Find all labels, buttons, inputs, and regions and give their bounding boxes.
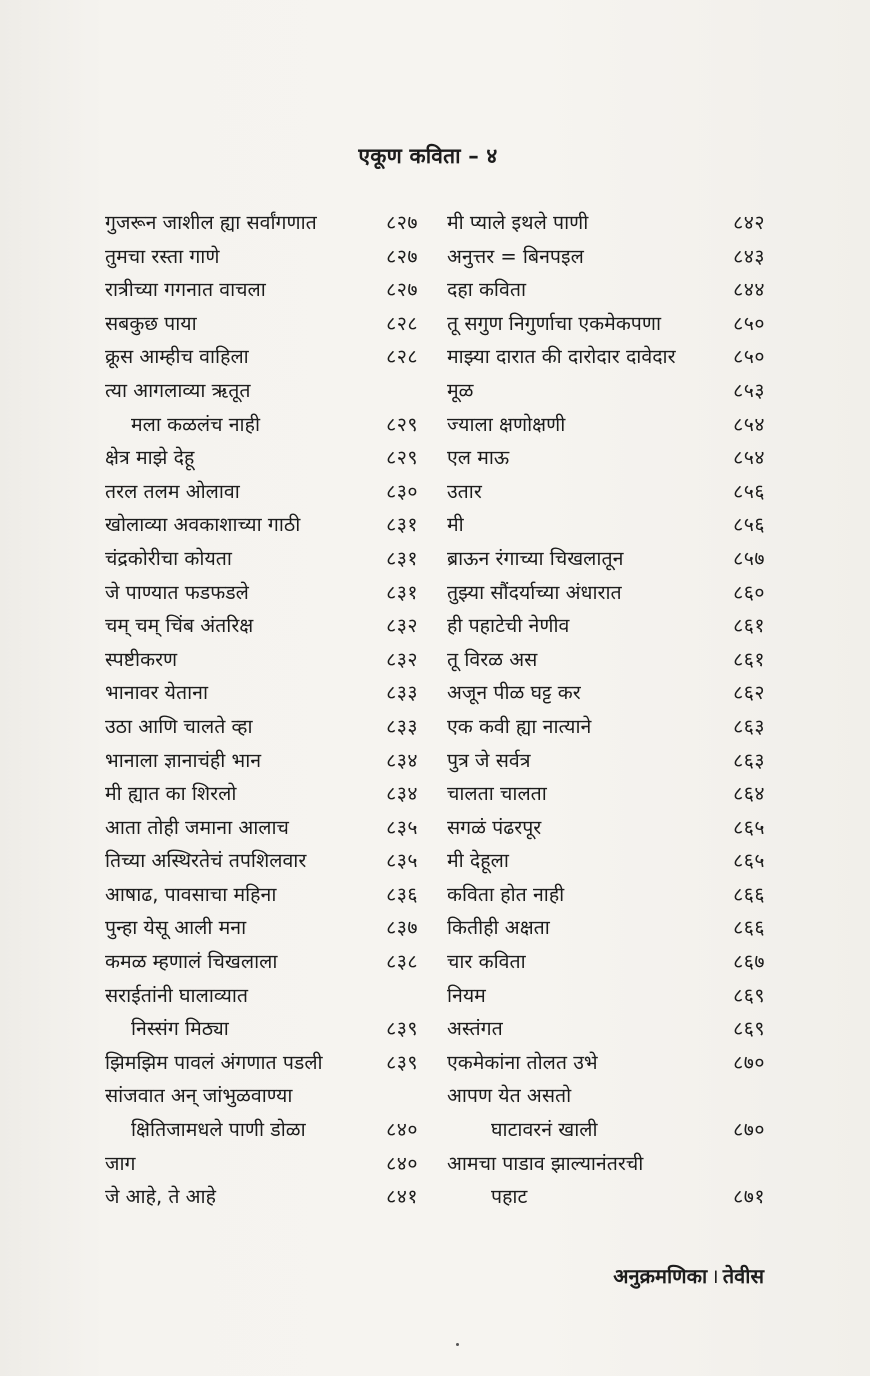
toc-entry-page-number: ८३७ <box>386 916 418 940</box>
toc-entry <box>105 307 418 341</box>
toc-entry-page-number: ८२९ <box>386 412 418 436</box>
toc-entry <box>105 441 418 475</box>
toc-entry-page-number: ८२८ <box>386 345 418 369</box>
toc-entry-page-number: ८३३ <box>386 714 418 738</box>
toc-entry-page-number: ८६७ <box>733 950 765 974</box>
toc-entry <box>447 609 765 643</box>
toc-entry <box>447 508 765 542</box>
toc-entry-title: गुजरून जाशील ह्या सर्वांगणात <box>105 211 317 234</box>
toc-entry <box>105 676 418 710</box>
toc-entry-title: जे पाण्यात फडफडले <box>105 580 249 604</box>
toc-entry-title: एकमेकांना तोलत उभे <box>447 1050 598 1074</box>
toc-entry-title: ही पहाटेची नेणीव <box>447 614 570 638</box>
toc-entry <box>447 475 765 509</box>
toc-entry-title: ज्याला क्षणोक्षणी <box>447 412 566 436</box>
toc-entry <box>105 542 418 576</box>
toc-entry <box>105 979 418 1013</box>
toc-entry <box>447 408 765 442</box>
toc-entry <box>447 441 765 475</box>
toc-entry <box>105 374 418 408</box>
toc-entry <box>105 710 418 744</box>
toc-entry-title: चालता चालता <box>447 782 547 806</box>
toc-entry-page-number: ८३१ <box>386 546 418 570</box>
toc-entry-title: स्पष्टीकरण <box>105 647 178 671</box>
toc-entry-title: माझ्या दारात की दारोदार दावेदार <box>447 345 676 369</box>
toc-entry-page-number: ८५६ <box>733 513 765 537</box>
toc-left-column <box>105 206 418 1214</box>
toc-entry-page-number: ८३९ <box>386 1050 418 1074</box>
toc-entry <box>447 542 765 576</box>
toc-entry-page-number: ८५६ <box>733 479 765 503</box>
toc-entry-page-number: ८६३ <box>733 714 765 738</box>
toc-entry-page-number: ८६१ <box>733 647 765 671</box>
toc-entry <box>105 911 418 945</box>
toc-entry <box>447 911 765 945</box>
toc-entry-page-number: ८६६ <box>733 882 765 906</box>
toc-entry-title: सबकुछ पाया <box>105 311 197 335</box>
toc-entry-title: तू सगुण निगुर्णाचा एकमेकपणा <box>447 311 662 335</box>
toc-entry <box>105 1113 418 1147</box>
toc-entry-page-number: ८६९ <box>733 1017 765 1041</box>
toc-entry <box>447 710 765 744</box>
toc-entry-title: उठा आणि चालते व्हा <box>105 714 253 738</box>
toc-entry-page-number: ८६४ <box>733 782 765 806</box>
toc-entry-title: जे आहे, ते आहे <box>105 1185 216 1209</box>
toc-entry-page-number: ८३२ <box>386 614 418 638</box>
toc-entry-title: रात्रीच्या गगनात वाचला <box>105 278 266 302</box>
toc-entry <box>105 844 418 878</box>
toc-entry-title: चंद्रकोरीचा कोयता <box>105 546 232 570</box>
toc-entry-page-number: ८३५ <box>386 849 418 873</box>
toc-entry <box>105 475 418 509</box>
toc-entry-page-number: ८६५ <box>733 849 765 873</box>
toc-entry-title: मूळ <box>447 378 474 402</box>
toc-entry-page-number: ८६५ <box>733 815 765 839</box>
toc-entry-title: सगळं पंढरपूर <box>447 815 542 839</box>
toc-entry-page-number: ८३१ <box>386 580 418 604</box>
toc-entry <box>447 777 765 811</box>
toc-right-column <box>447 206 765 1214</box>
toc-entry <box>447 1180 765 1214</box>
toc-entry-title: तरल तलम ओलावा <box>105 479 240 503</box>
toc-entry-page-number: ८६३ <box>733 748 765 772</box>
toc-entry <box>447 945 765 979</box>
toc-entry <box>105 878 418 912</box>
toc-entry-page-number: ८२७ <box>386 244 418 268</box>
toc-entry <box>105 1147 418 1181</box>
toc-entry <box>105 744 418 778</box>
toc-entry-title: भानावर येताना <box>105 681 208 705</box>
toc-entry <box>105 1046 418 1080</box>
toc-entry-page-number: ८३३ <box>386 681 418 705</box>
toc-entry <box>105 273 418 307</box>
toc-entry <box>447 811 765 845</box>
toc-entry <box>447 844 765 878</box>
toc-entry-title: मला कळलंच नाही <box>131 412 261 436</box>
toc-entry-title: झिमझिम पावलं अंगणात पडली <box>105 1050 323 1074</box>
toc-entry <box>105 1180 418 1214</box>
toc-entry <box>447 206 765 240</box>
toc-entry <box>105 576 418 610</box>
toc-entry-page-number: ८३४ <box>386 782 418 806</box>
toc-entry-page-number: ८४३ <box>733 244 765 268</box>
toc-entry-page-number: ८५० <box>733 311 765 335</box>
toc-entry <box>105 206 418 240</box>
toc-entry <box>105 811 418 845</box>
toc-entry-title: एक कवी ह्या नात्याने <box>447 714 592 738</box>
toc-entry-title: पुत्र जे सर्वत्र <box>447 748 531 772</box>
toc-entry-page-number: ८५३ <box>733 378 765 402</box>
section-heading-text: एकूण कविता – ४ <box>358 144 498 168</box>
toc-entry <box>447 643 765 677</box>
toc-entry-title: ब्राऊन रंगाच्या चिखलातून <box>447 546 624 570</box>
toc-entry-title: नियम <box>447 983 486 1007</box>
toc-entry-title: तुमचा रस्ता गाणे <box>105 244 220 268</box>
toc-entry-page-number: ८३६ <box>386 882 418 906</box>
toc-entry-title: आता तोही जमाना आलाच <box>105 815 289 839</box>
toc-entry-page-number: ८३० <box>386 479 418 503</box>
toc-entry-title: तिच्या अस्थिरतेचं तपशिलवार <box>105 849 307 873</box>
toc-entry-title: आषाढ, पावसाचा महिना <box>105 882 277 906</box>
toc-entry <box>447 1113 765 1147</box>
toc-entry <box>105 609 418 643</box>
toc-entry-page-number: ८२८ <box>386 311 418 335</box>
toc-entry-page-number: ८२९ <box>386 446 418 470</box>
toc-entry-title: मी देहूला <box>447 849 509 873</box>
toc-entry-title: अस्तंगत <box>447 1017 503 1041</box>
toc-entry <box>105 1012 418 1046</box>
toc-entry <box>447 878 765 912</box>
toc-entry <box>447 273 765 307</box>
toc-entry-page-number: ८६६ <box>733 916 765 940</box>
footer-section-name: अनुक्रमणिका <box>613 1264 708 1288</box>
toc-entry-page-number: ८७० <box>733 1118 765 1142</box>
toc-entry-title: आमचा पाडाव झाल्यानंतरची <box>447 1151 644 1175</box>
toc-entry-page-number: ८६२ <box>733 681 765 705</box>
toc-entry <box>447 1046 765 1080</box>
toc-entry-title: सराईतांनी घालाव्यात <box>105 983 249 1007</box>
page-footer <box>613 1262 764 1289</box>
toc-entry-title: चार कविता <box>447 950 526 974</box>
toc-entry-page-number: ८३९ <box>386 1017 418 1041</box>
toc-entry-page-number: ८३५ <box>386 815 418 839</box>
toc-entry-title: सांजवात अन् जांभुळवाण्या <box>105 1084 293 1108</box>
toc-entry-title: कविता होत नाही <box>447 882 565 906</box>
toc-entry <box>447 1012 765 1046</box>
toc-entry-title: भानाला ज्ञानाचंही भान <box>105 748 262 772</box>
toc-entry-page-number: ८५० <box>733 345 765 369</box>
toc-entry-page-number: ८४० <box>386 1151 418 1175</box>
toc-entry-page-number: ८३४ <box>386 748 418 772</box>
toc-entry <box>447 307 765 341</box>
toc-entry-title: आपण येत असतो <box>447 1084 572 1108</box>
footer-separator: । <box>711 1264 719 1288</box>
toc-entry-title: दहा कविता <box>447 278 526 302</box>
toc-entry-title: मी ह्यात का शिरलो <box>105 782 237 806</box>
toc-entry-page-number: ८५४ <box>733 446 765 470</box>
ink-speck <box>456 1343 459 1346</box>
toc-entry-page-number: ८३२ <box>386 647 418 671</box>
toc-entry-title: तू विरळ अस <box>447 647 538 671</box>
section-heading <box>0 142 870 170</box>
toc-entry <box>105 508 418 542</box>
toc-entry-page-number: ८६० <box>733 580 765 604</box>
toc-entry-page-number: ८५४ <box>733 412 765 436</box>
toc-entry <box>447 576 765 610</box>
toc-entry-title: पहाट <box>491 1185 528 1209</box>
toc-entry-title: अजून पीळ घट्ट कर <box>447 681 581 705</box>
toc-entry-title: खोलाव्या अवकाशाच्या गाठी <box>105 513 301 537</box>
toc-entry <box>105 340 418 374</box>
toc-entry-title: क्षेत्र माझे देहू <box>105 446 195 470</box>
toc-entry <box>105 777 418 811</box>
toc-entry <box>105 1079 418 1113</box>
toc-entry-page-number: ८७१ <box>733 1185 765 1209</box>
toc-entry-page-number: ८५७ <box>733 546 765 570</box>
toc-entry-title: चम् चम् चिंब अंतरिक्ष <box>105 614 254 638</box>
toc-entry-title: उतार <box>447 479 482 503</box>
toc-entry <box>105 240 418 274</box>
toc-entry-title: अनुत्तर = बिनपइल <box>447 244 584 268</box>
toc-entry-page-number: ८४१ <box>386 1185 418 1209</box>
toc-entry-title: क्रूस आम्हीच वाहिला <box>105 345 249 369</box>
toc-entry-page-number: ८६१ <box>733 614 765 638</box>
toc-entry <box>447 240 765 274</box>
toc-entry <box>447 744 765 778</box>
toc-entry-page-number: ८७० <box>733 1050 765 1074</box>
toc-entry <box>105 643 418 677</box>
toc-entry-title: घाटावरनं खाली <box>491 1118 598 1142</box>
toc-entry-title: जाग <box>105 1151 136 1175</box>
toc-entry <box>447 676 765 710</box>
toc-entry <box>105 945 418 979</box>
toc-entry-title: पुन्हा येसू आली मना <box>105 916 247 940</box>
toc-entry-title: त्या आगलाव्या ऋतूत <box>105 378 251 402</box>
toc-entry-title: मी प्याले इथले पाणी <box>447 211 589 234</box>
toc-entry-page-number: ८४४ <box>733 278 765 302</box>
toc-entry-title: क्षितिजामधले पाणी डोळा <box>131 1118 306 1142</box>
toc-entry-title: मी <box>447 513 464 537</box>
toc-entry-title: तुझ्या सौंदर्याच्या अंधारात <box>447 580 622 604</box>
toc-entry <box>447 1147 765 1181</box>
toc-entry-page-number: ८४२ <box>733 211 765 234</box>
toc-entry-title: निस्संग मिठ्या <box>131 1017 229 1041</box>
toc-entry <box>447 1079 765 1113</box>
toc-entry-title: कितीही अक्षता <box>447 916 550 940</box>
toc-entry-page-number: ८३१ <box>386 513 418 537</box>
toc-entry-page-number: ८४० <box>386 1118 418 1142</box>
toc-entry-page-number: ८३८ <box>386 950 418 974</box>
toc-entry <box>447 374 765 408</box>
toc-entry <box>447 340 765 374</box>
toc-entry <box>447 979 765 1013</box>
toc-entry-page-number: ८२७ <box>386 211 418 234</box>
toc-entry-title: कमळ म्हणालं चिखलाला <box>105 950 278 974</box>
toc-entry <box>105 408 418 442</box>
toc-entry-title: एल माऊ <box>447 446 510 470</box>
footer-page-number: तेवीस <box>722 1264 764 1288</box>
toc-entry-page-number: ८२७ <box>386 278 418 302</box>
toc-entry-page-number: ८६९ <box>733 983 765 1007</box>
